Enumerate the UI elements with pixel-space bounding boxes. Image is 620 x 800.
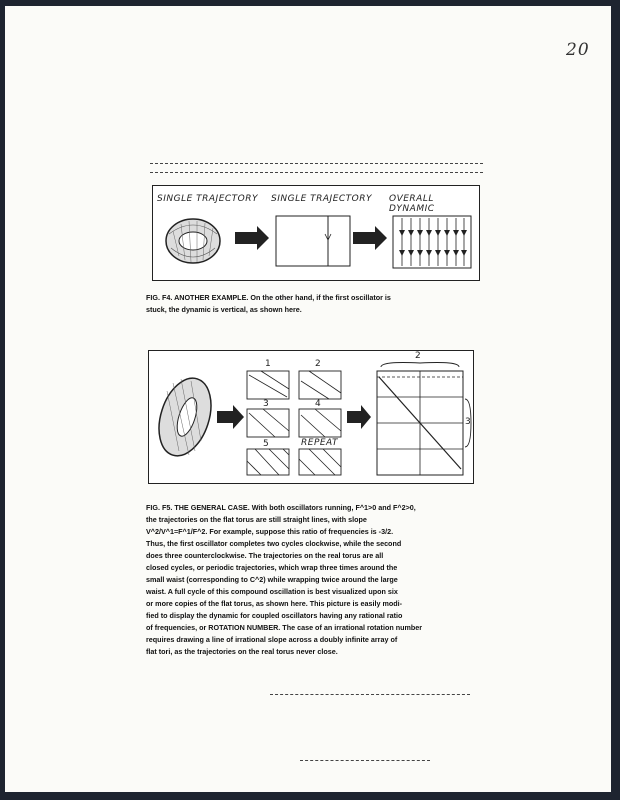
label-single-trajectory-mid: SINGLE TRAJECTORY	[271, 194, 373, 204]
caption-line: Thus, the first oscillator completes two cycles clockwise, while the second	[146, 539, 402, 548]
flat-torus-square	[276, 216, 350, 266]
caption-line: V^2/V^1=F^1/F^2. For example, suppose this ratio of frequencies is -3/2.	[146, 527, 394, 536]
torus-icon	[150, 372, 220, 463]
page-number: 20	[566, 40, 590, 60]
figure-f4	[152, 185, 480, 281]
bottom-rule-2	[300, 760, 430, 761]
arrow-right-icon	[235, 226, 269, 250]
tile-label: 1	[265, 359, 271, 369]
tile-label: 3	[263, 399, 269, 409]
caption-line: stuck, the dynamic is vertical, as shown here.	[146, 305, 302, 314]
bottom-rule-1	[270, 694, 470, 695]
caption-line: fied to display the dynamic for coupled oscillators having any rational ratio	[146, 611, 403, 620]
arrow-right-icon	[353, 226, 387, 250]
caption-line: waist. A full cycle of this compound oscillation is best visualized upon six	[146, 587, 398, 596]
arrow-right-icon	[347, 405, 371, 429]
arrow-right-icon	[217, 405, 244, 429]
repeat-label: REPEAT	[301, 438, 339, 448]
label-overall-dynamic: OVERALL DYNAMIC	[389, 194, 435, 214]
tile-label: 2	[315, 359, 321, 369]
caption-line: does three counterclockwise. The trajectories on the real torus are all	[146, 551, 384, 560]
caption-line: of frequencies, or ROTATION NUMBER. The case of an irrational rotation number	[146, 623, 423, 632]
caption-line: or more copies of the flat torus, as shown here. This picture is easily modi-	[146, 599, 403, 608]
figure-f4-caption	[146, 292, 486, 316]
torus-icon	[166, 219, 220, 263]
figure-f5-caption	[146, 502, 498, 658]
caption-line: the trajectories on the flat torus are still straight lines, with slope	[146, 515, 367, 524]
height-label: 3	[465, 417, 471, 427]
width-label: 2	[415, 351, 421, 361]
caption-line: FIG. F4. ANOTHER EXAMPLE. On the other hand, if the first oscillator is	[146, 293, 391, 302]
tile-label: 5	[263, 439, 269, 449]
top-rule-2	[150, 172, 483, 173]
label-single-trajectory-left: SINGLE TRAJECTORY	[157, 194, 259, 204]
figure-f5-drawing	[149, 351, 473, 483]
tile-label: 4	[315, 399, 321, 409]
caption-line: closed cycles, or periodic trajectories, which wrap three times around the	[146, 563, 398, 572]
caption-line: FIG. F5. THE GENERAL CASE. With both oscillators running, F^1>0 and F^2>0,	[146, 503, 416, 512]
caption-line: small waist (corresponding to C^2) while wrapping twice around the large	[146, 575, 398, 584]
figure-f5	[148, 350, 474, 484]
top-rule-1	[150, 163, 483, 164]
caption-line: requires drawing a line of irrational slope across a doubly infinite array of	[146, 635, 398, 644]
overall-dynamic-square	[393, 216, 471, 268]
caption-line: flat tori, as the trajectories on the real torus never close.	[146, 647, 338, 656]
